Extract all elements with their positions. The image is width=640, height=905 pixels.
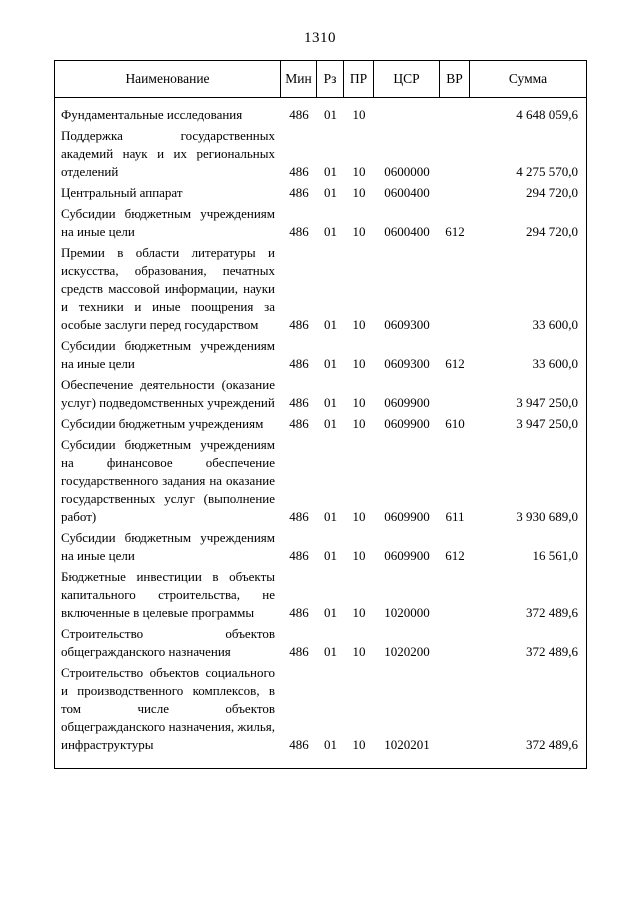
cell-name: Субсидии бюджетным учреждениям на финансовое обеспечение государственного задания на оказание государственных услуг (выполнение работ) [61, 437, 275, 524]
table-row [55, 661, 586, 754]
cell-min: 486 [289, 317, 309, 332]
header-cell-rz: Рз [317, 61, 344, 97]
header-cell-vr: ВР [440, 61, 470, 97]
cell-summa: 294 720,0 [526, 185, 578, 200]
cell-summa: 33 600,0 [532, 317, 578, 332]
table-row [55, 202, 586, 241]
cell-csr: 0600400 [384, 185, 430, 200]
table-row [55, 241, 586, 334]
cell-vr: 611 [445, 509, 465, 524]
cell-min: 486 [289, 644, 309, 659]
cell-pr: 10 [352, 605, 366, 620]
cell-name: Поддержка государственных академий наук и их региональных отделений [61, 128, 275, 179]
cell-summa: 3 947 250,0 [516, 395, 578, 410]
cell-min: 486 [289, 548, 309, 563]
cell-csr: 0609900 [384, 548, 430, 563]
cell-summa: 372 489,6 [526, 737, 578, 752]
cell-min: 486 [289, 164, 309, 179]
cell-vr: 612 [445, 224, 465, 239]
table-row [55, 565, 586, 622]
cell-csr: 0609900 [384, 395, 430, 410]
cell-name: Бюджетные инвестиции в объекты капитального строительства, не включенные в целевые программы [61, 569, 275, 620]
table-row [55, 124, 586, 181]
cell-summa: 4 275 570,0 [516, 164, 578, 179]
header-cell-min: Мин [281, 61, 317, 97]
cell-csr: 1020000 [384, 605, 430, 620]
header-cell-csr: ЦСР [374, 61, 440, 97]
cell-rz: 01 [324, 548, 337, 563]
cell-csr: 1020200 [384, 644, 430, 659]
cell-name: Обеспечение деятельности (оказание услуг) подведомственных учреждений [61, 377, 275, 410]
cell-summa: 3 930 689,0 [516, 509, 578, 524]
cell-min: 486 [289, 356, 309, 371]
header-cell-name: Наименование [55, 61, 281, 97]
cell-pr: 10 [352, 317, 366, 332]
cell-min: 486 [289, 509, 309, 524]
table-row [55, 622, 586, 661]
cell-min: 486 [289, 395, 309, 410]
table-row [55, 412, 586, 433]
cell-rz: 01 [324, 107, 337, 122]
cell-pr: 10 [352, 644, 366, 659]
cell-rz: 01 [324, 224, 337, 239]
cell-name: Субсидии бюджетным учреждениям на иные цели [61, 206, 275, 239]
cell-rz: 01 [324, 185, 337, 200]
table-row [55, 103, 586, 124]
cell-pr: 10 [352, 509, 366, 524]
cell-rz: 01 [324, 164, 337, 179]
page-number: 1310 [304, 30, 336, 46]
table-row [55, 334, 586, 373]
cell-rz: 01 [324, 395, 337, 410]
budget-table [54, 60, 587, 769]
cell-pr: 10 [352, 224, 366, 239]
cell-min: 486 [289, 107, 309, 122]
cell-summa: 372 489,6 [526, 644, 578, 659]
cell-name: Строительство объектов социального и производственного комплексов, в том числе объектов общегражданского назначения, жилья, инфраструктуры [61, 665, 275, 752]
cell-pr: 10 [352, 185, 366, 200]
cell-name: Субсидии бюджетным учреждениям на иные цели [61, 530, 275, 563]
cell-csr: 0609900 [384, 416, 430, 431]
table-body [55, 98, 586, 768]
cell-pr: 10 [352, 107, 366, 122]
cell-vr: 610 [445, 416, 465, 431]
cell-pr: 10 [352, 737, 366, 752]
cell-csr: 0609900 [384, 509, 430, 524]
cell-rz: 01 [324, 509, 337, 524]
cell-name: Субсидии бюджетным учреждениям на иные цели [61, 338, 275, 371]
cell-min: 486 [289, 605, 309, 620]
cell-pr: 10 [352, 548, 366, 563]
cell-rz: 01 [324, 317, 337, 332]
cell-rz: 01 [324, 605, 337, 620]
cell-name: Фундаментальные исследования [61, 107, 243, 122]
cell-name: Субсидии бюджетным учреждениям [61, 416, 264, 431]
table-row [55, 526, 586, 565]
header-cell-summa: Сумма [508, 71, 548, 86]
cell-csr: 0600400 [384, 224, 430, 239]
table-row [55, 181, 586, 202]
cell-csr: 0609300 [384, 317, 430, 332]
cell-rz: 01 [324, 737, 337, 752]
cell-summa: 16 561,0 [532, 548, 578, 563]
cell-name: Премии в области литературы и искусства, образования, печатных средств массовой информации, науки и техники и иные поощрения за особые заслуги перед государством [61, 245, 275, 332]
cell-min: 486 [289, 416, 309, 431]
cell-summa: 294 720,0 [526, 224, 578, 239]
cell-vr: 612 [445, 548, 465, 563]
cell-csr: 1020201 [384, 737, 430, 752]
cell-pr: 10 [352, 416, 366, 431]
cell-summa: 372 489,6 [526, 605, 578, 620]
cell-name: Строительство объектов общегражданского назначения [61, 626, 275, 659]
cell-min: 486 [289, 224, 309, 239]
cell-pr: 10 [352, 395, 366, 410]
table-row [55, 433, 586, 526]
cell-name: Центральный аппарат [61, 185, 183, 200]
table-header-row [55, 61, 586, 98]
cell-vr: 612 [445, 356, 465, 371]
cell-rz: 01 [324, 416, 337, 431]
cell-rz: 01 [324, 356, 337, 371]
table-row [55, 373, 586, 412]
cell-summa: 33 600,0 [532, 356, 578, 371]
cell-summa: 4 648 059,6 [516, 107, 578, 122]
cell-min: 486 [289, 737, 309, 752]
cell-pr: 10 [352, 164, 366, 179]
cell-csr: 0600000 [384, 164, 430, 179]
cell-min: 486 [289, 185, 309, 200]
cell-csr: 0609300 [384, 356, 430, 371]
header-cell-pr: ПР [344, 61, 374, 97]
cell-rz: 01 [324, 644, 337, 659]
cell-pr: 10 [352, 356, 366, 371]
cell-summa: 3 947 250,0 [516, 416, 578, 431]
